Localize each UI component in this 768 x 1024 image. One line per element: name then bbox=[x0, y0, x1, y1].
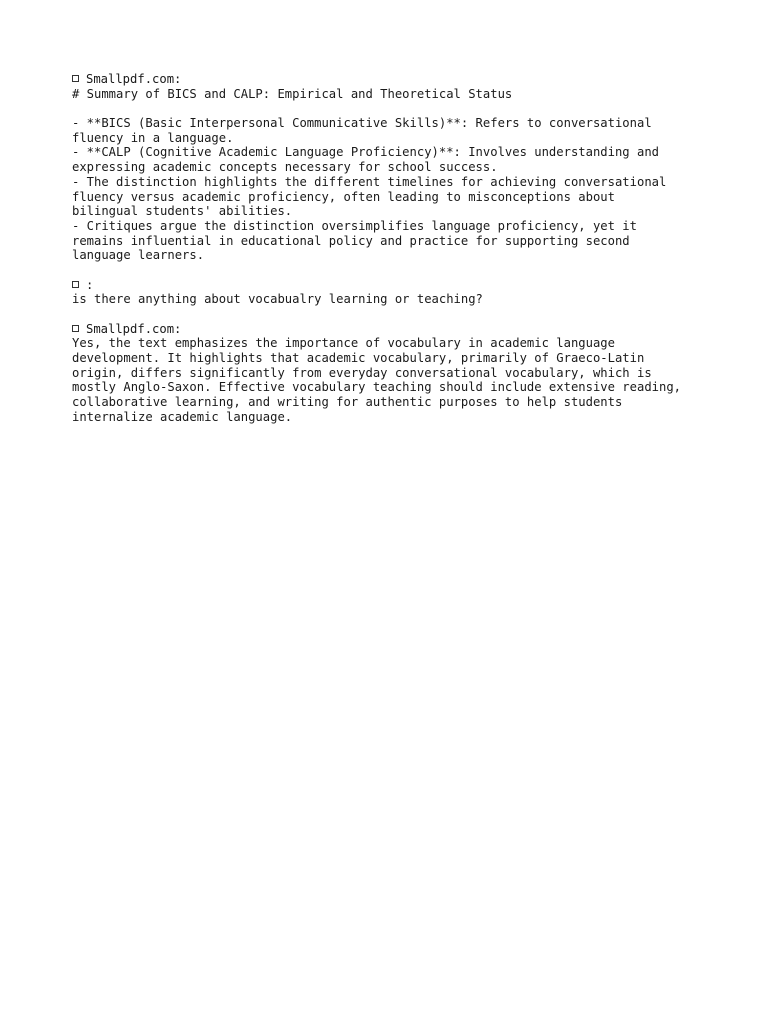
blank-line bbox=[72, 307, 712, 322]
speaker-line bbox=[72, 278, 712, 293]
text-line: # Summary of BICS and CALP: Empirical and Theoretical Status bbox=[72, 86, 513, 101]
square-glyph-icon bbox=[72, 281, 79, 288]
blank-line bbox=[72, 263, 712, 278]
message-block bbox=[72, 72, 712, 263]
text-line: bilingual students' abilities. bbox=[72, 204, 293, 219]
speaker-line bbox=[72, 72, 712, 87]
speaker-name: Smallpdf.com: bbox=[86, 321, 182, 336]
text-line: is there anything about vocabualry learning or teaching? bbox=[72, 292, 483, 307]
speaker-name: : bbox=[86, 277, 94, 292]
document-page bbox=[72, 72, 712, 425]
text-line: development. It highlights that academic vocabulary, primarily of Graeco-Latin bbox=[72, 351, 645, 366]
message-block bbox=[72, 278, 712, 307]
text-line: internalize academic language. bbox=[72, 409, 293, 424]
speaker-name: Smallpdf.com: bbox=[86, 72, 182, 86]
text-line: - **BICS (Basic Interpersonal Communicative Skills)**: Refers to conversational bbox=[72, 116, 652, 131]
square-glyph-icon bbox=[72, 325, 79, 332]
text-line: expressing academic concepts necessary for school success. bbox=[72, 160, 498, 175]
text-line: collaborative learning, and writing for authentic purposes to help students bbox=[72, 395, 623, 410]
text-line: fluency versus academic proficiency, often leading to misconceptions about bbox=[72, 189, 615, 204]
message-block bbox=[72, 322, 712, 425]
text-line: origin, differs significantly from everyday conversational vocabulary, which is bbox=[72, 365, 652, 380]
text-line: language learners. bbox=[72, 248, 205, 263]
text-line: remains influential in educational policy and practice for supporting second bbox=[72, 233, 630, 248]
text-line: - **CALP (Cognitive Academic Language Proficiency)**: Involves understanding and bbox=[72, 145, 659, 160]
speaker-line bbox=[72, 322, 712, 337]
text-line: - The distinction highlights the different timelines for achieving conversational bbox=[72, 174, 667, 189]
blank-line bbox=[72, 101, 712, 116]
text-line: mostly Anglo-Saxon. Effective vocabulary teaching should include extensive reading, bbox=[72, 380, 682, 395]
square-glyph-icon bbox=[72, 75, 79, 82]
text-line: fluency in a language. bbox=[72, 130, 234, 145]
text-line: - Critiques argue the distinction oversimplifies language proficiency, yet it bbox=[72, 218, 637, 233]
text-line: Yes, the text emphasizes the importance of vocabulary in academic language bbox=[72, 336, 615, 351]
